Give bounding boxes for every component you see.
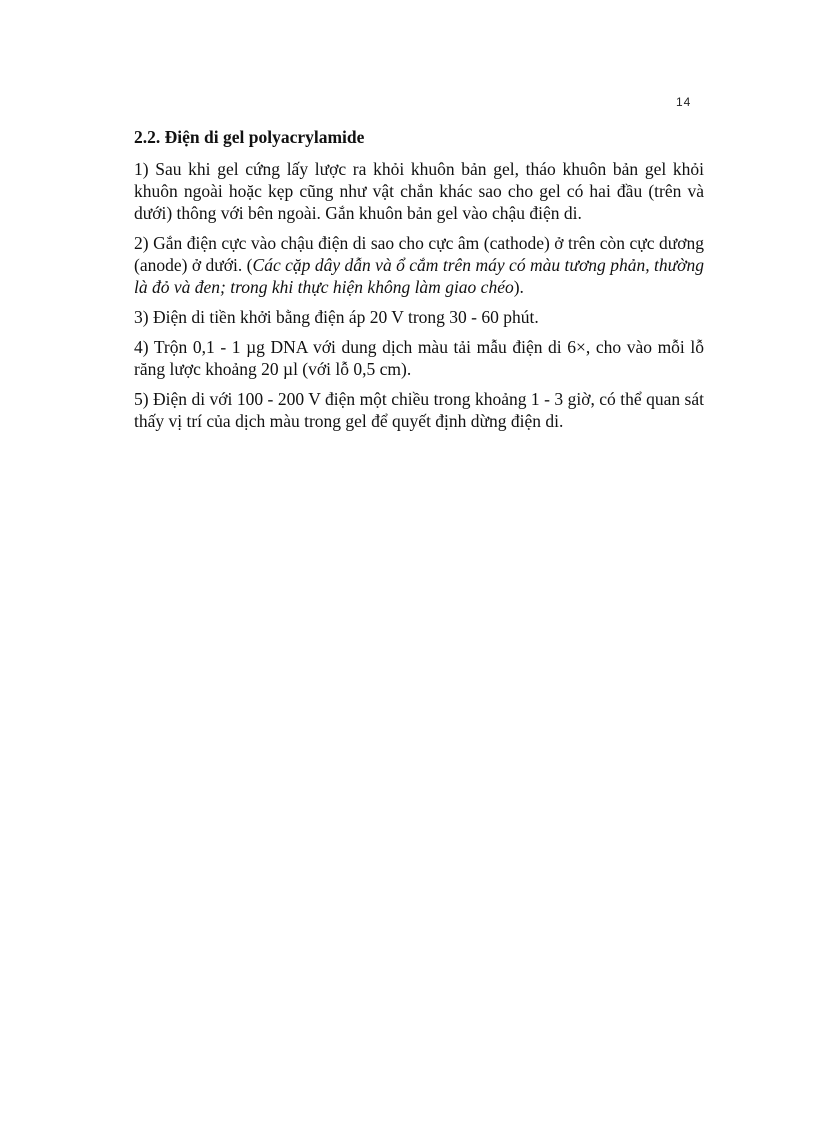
step-2-text-before: 2) Gắn điện cực vào chậu điện di sao cho cực âm (cathode) ở trên còn cực dương (anode) ở dưới. ( [134, 233, 704, 275]
step-2-paragraph [134, 232, 704, 298]
step-5-paragraph: 5) Điện di với 100 - 200 V điện một chiều trong khoảng 1 - 3 giờ, có thể quan sát thấy vị trí của dịch màu trong gel để quyết định dừng điện di. [134, 389, 704, 431]
step-4-paragraph: 4) Trộn 0,1 - 1 µg DNA với dung dịch màu tải mẫu điện di 6×, cho vào mỗi lỗ răng lược khoảng 20 µl (với lỗ 0,5 cm). [134, 337, 704, 379]
step-2-italic-note: Các cặp dây dẫn và ổ cắm trên máy có màu tương phản, thường là đỏ và đen; trong khi thực hiện không làm giao chéo [134, 255, 705, 297]
step-2-text-after: ). [513, 277, 524, 297]
step-3-paragraph: 3) Điện di tiền khởi bằng điện áp 20 V trong 30 - 60 phút. [134, 307, 539, 327]
step-1-paragraph: 1) Sau khi gel cứng lấy lược ra khỏi khuôn bản gel, tháo khuôn bản gel khỏi khuôn ngoài hoặc kẹp cũng như vật chắn khác sao cho gel có hai đầu (trên và dưới) thông với bên ngoài. Gắn khuôn bản gel vào chậu điện di. [134, 159, 704, 223]
document-body [134, 126, 704, 440]
page-number: 14 [676, 95, 692, 109]
section-title: 2.2. Điện di gel polyacrylamide [134, 127, 365, 147]
